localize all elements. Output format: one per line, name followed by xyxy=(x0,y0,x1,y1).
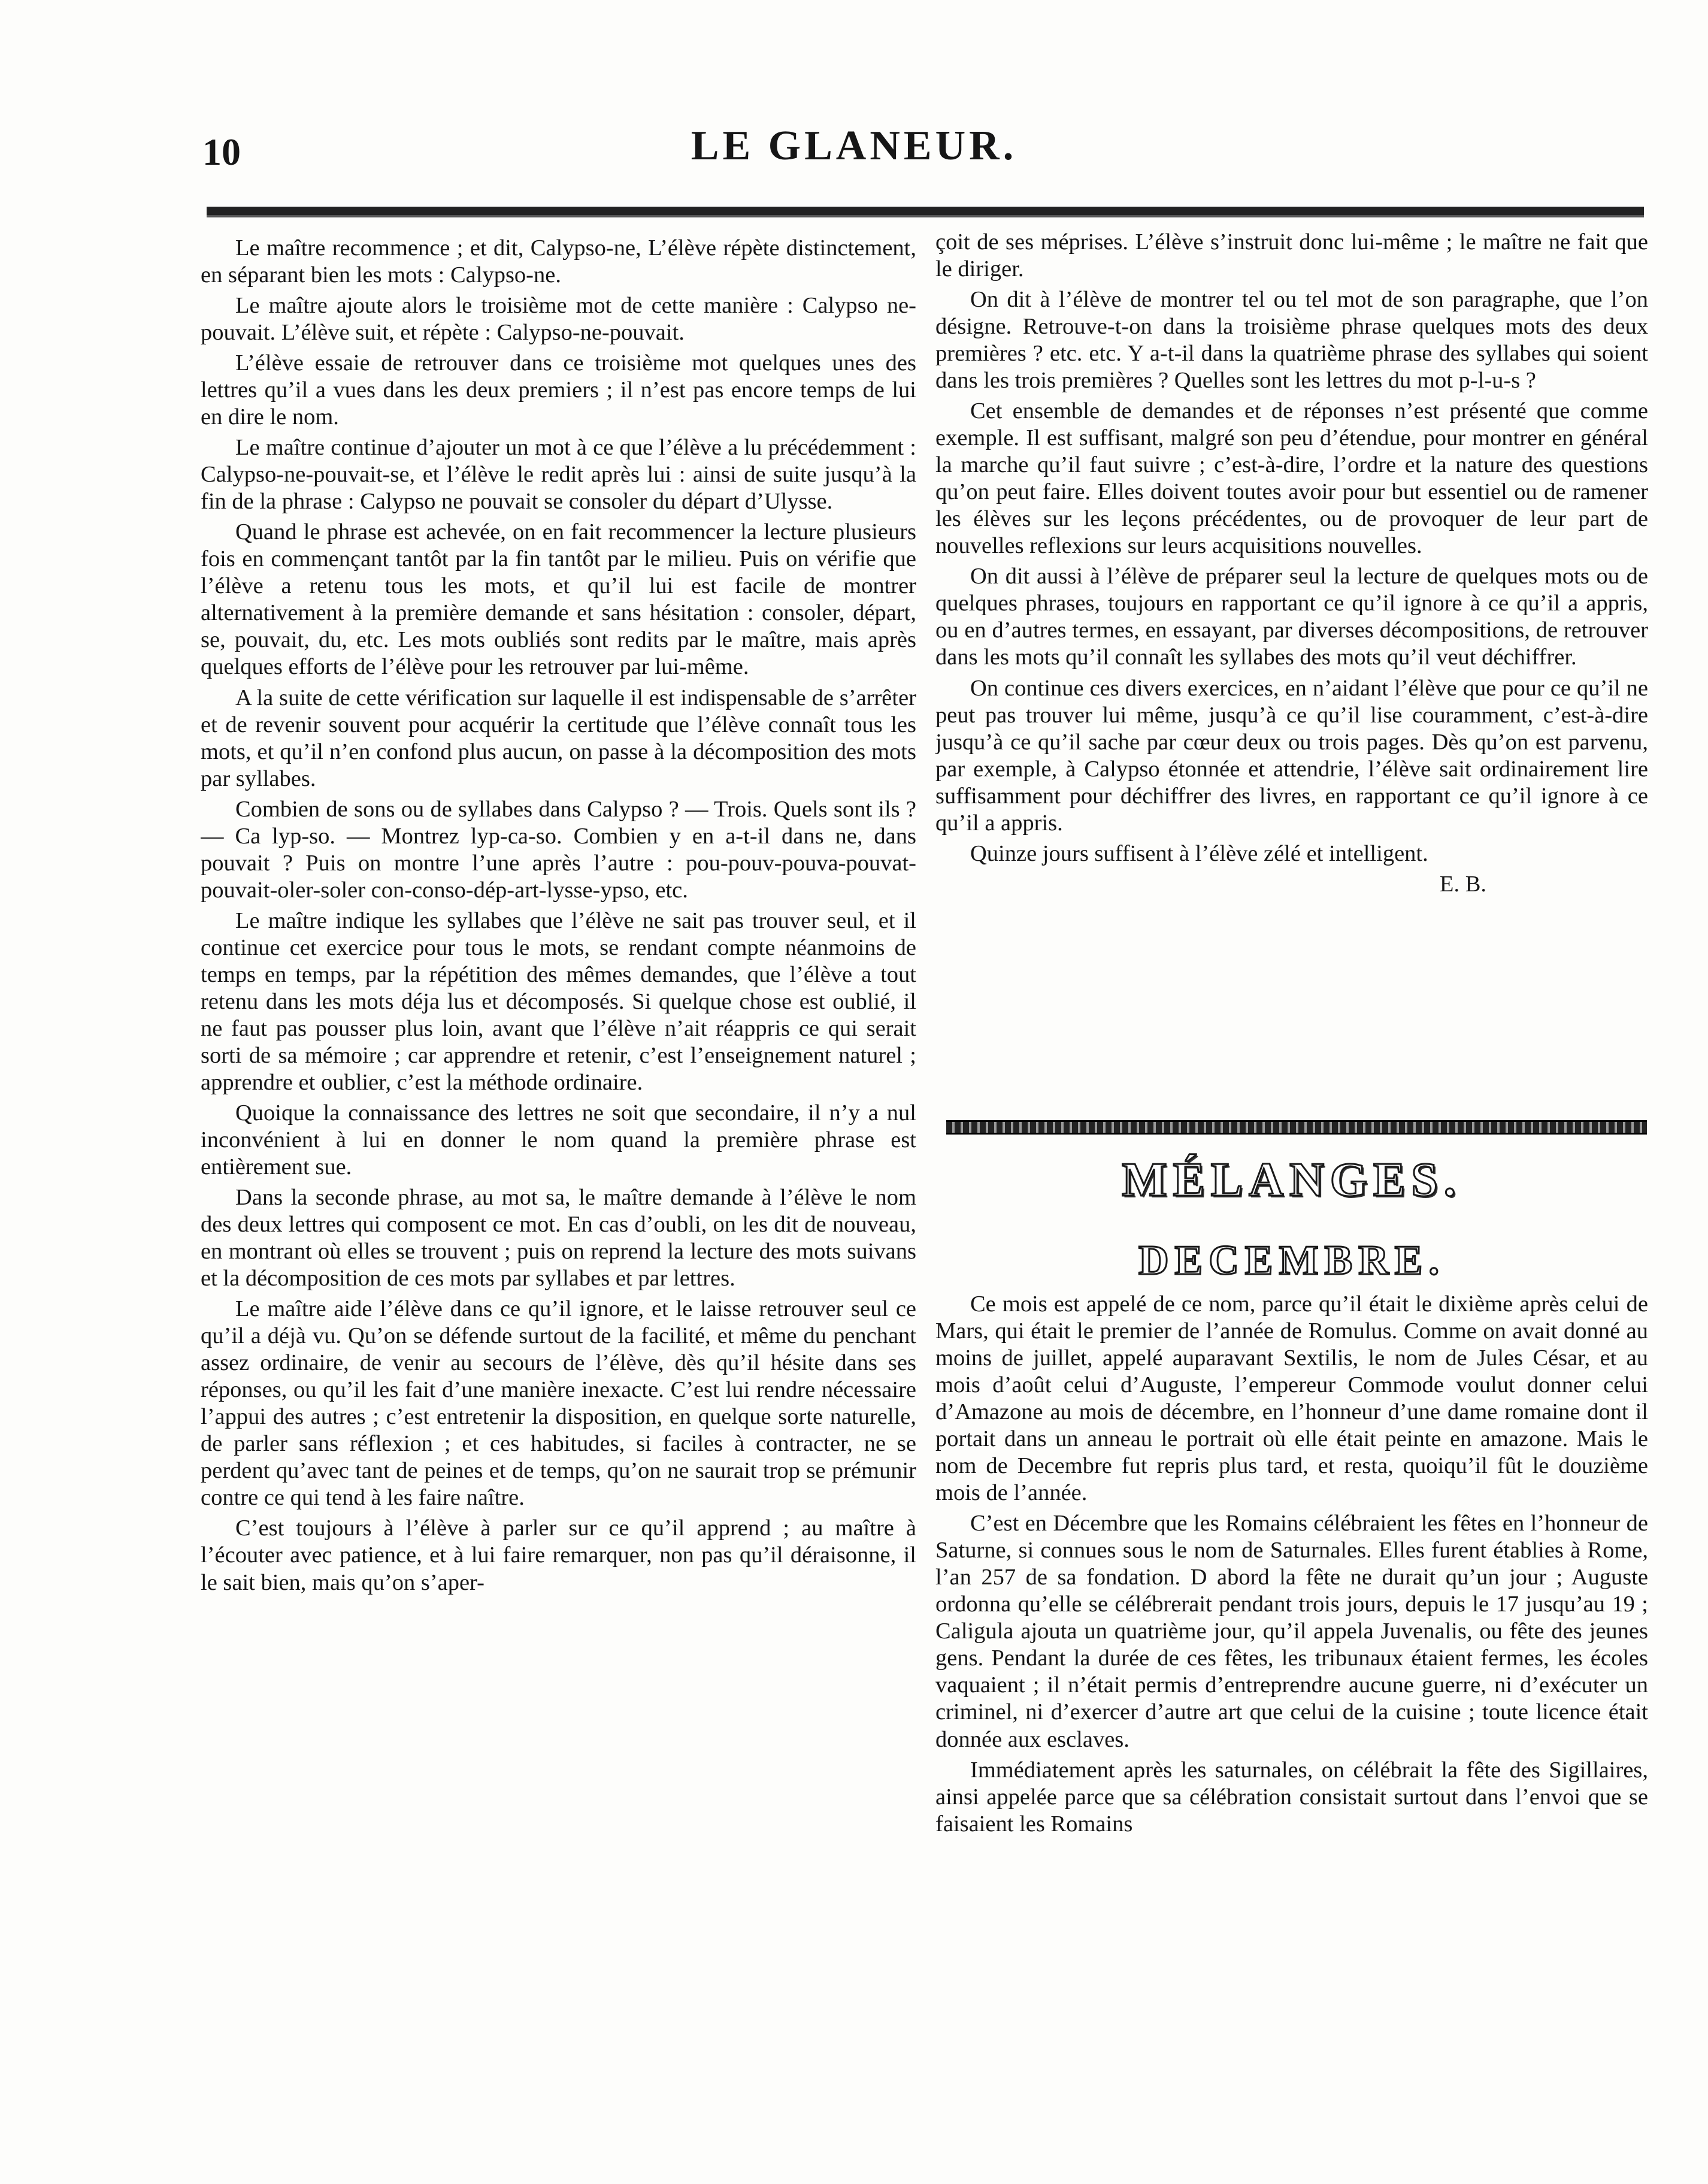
paragraph: Quinze jours suffisent à l’élève zélé et intelligent. xyxy=(970,840,1428,866)
paragraph: On dit aussi à l’élève de préparer seul la lecture de quelques mots ou de quelques phrases, toujours en rapportant ce qu’il ignore à ce qu’il a appris, ou en d’autres termes, en essayant, par diverses décompositions, de retrouver dans les mots qu’il connaît les syllabes des mots qu’il veut déchiffrer. xyxy=(935,564,1648,670)
paragraph: Immédiatement après les saturnales, on célébrait la fête des Sigillaires, ainsi appelée parce que sa célébration consistait surtout dans l’envoi que se faisaient les Romains xyxy=(935,1757,1648,1837)
paragraph: Le maître aide l’élève dans ce qu’il ignore, et le laisse retrouver seul ce qu’il a déjà vu. Qu’on se défende surtout de la facilité, et même du penchant assez ordinaire, de venir au secours de l’élève, dès qu’il hésite dans ses réponses, ou qu’il les fait d’une manière inexacte. C’est lui rendre nécessaire l’appui des autres ; c’est entretenir la disposition, en quelque sorte naturelle, de parler sans réflexion ; et ces habitudes, si faciles à contracter, ne se perdent qu’avec tant de peines et de temps, qu’on ne saurait trop se prémunir contre ce qui tend à les faire naître. xyxy=(201,1296,916,1511)
paragraph: Le maître indique les syllabes que l’élève ne sait pas trouver seul, et il continue cet exercice pour tous le mots, se rendant compte néanmoins de temps en temps, par la répétition des mêmes demandes, que l’élève a tout retenu dans les mots déja lus et décomposés. Si quelque chose est oublié, il ne faut pas pousser plus loin, avant que l’élève n’ait réappris ce qui serait sorti de sa mémoire ; car apprendre et retenir, c’est l’enseignement naturel ; apprendre et oublier, c’est la méthode ordinaire. xyxy=(201,908,916,1095)
paragraph: C’est toujours à l’élève à parler sur ce qu’il apprend ; au maître à l’écouter avec patience, et à lui faire remarquer, non pas qu’il déraisonne, il le sait bien, mais qu’on s’aper- xyxy=(201,1516,916,1595)
paragraph: On continue ces divers exercices, en n’aidant l’élève que pour ce qu’il ne peut pas trouver lui même, jusqu’à ce qu’il lise couramment, c’est-à-dire jusqu’à ce qu’il sache par cœur deux ou trois pages. Dès qu’on est parvenu, par exemple, à Calypso étonnée et attendrie, l’élève sait ordinairement lire suffisamment pour déchiffrer des livres, en rapportant ce qu’il ignore à ce qu’il a appris. xyxy=(935,675,1648,836)
paragraph: On dit à l’élève de montrer tel ou tel mot de son paragraphe, que l’on désigne. Retrouve-t-on dans la troisième phrase quelques mots des deux premières ? etc. etc. Y a-t-il dans la quatrième phrase des syllabes qui soient dans les trois premières ? Quelles sont les lettres du mot p-l-u-s ? xyxy=(935,287,1648,394)
paragraph: C’est en Décembre que les Romains célébraient les fêtes en l’honneur de Saturne, si connues sous le nom de Saturnales. Elles furent établies à Rome, l’an 257 de sa fondation. D abord la fête ne durait qu’un jour ; Auguste ordonna qu’elle se célébrerait pendant trois jours, depuis le 17 jusqu’au 19 ; Caligula ajouta un quatrième jour, qu’il appela Juvenalis, ou fête des jeunes gens. Pendant la durée de ces fêtes, les tribunaux étaient fermes, les écoles vaquaient ; il n’était permis d’entreprendre aucune guerre, ni d’exécuter un criminel, ni d’exercer d’autre art que celui de la cuisine ; toute licence était donnée aux esclaves. xyxy=(935,1511,1648,1752)
paragraph: Le maître continue d’ajouter un mot à ce que l’élève a lu précédemment : Calypso-ne-pouvait-se, et l’élève le redit après lui : ainsi de suite jusqu’à la fin de la phrase : Calypso ne pouvait se consoler du départ d’Ulysse. xyxy=(201,435,916,515)
month-title: DECEMBRE. xyxy=(1138,1238,1445,1284)
paragraph: Ce mois est appelé de ce nom, parce qu’il était le dixième après celui de Mars, qui était le premier de l’année de Romulus. Comme on avait donné au moins de juillet, appelé auparavant Sextilis, le nom de Jules César, et au mois d’août celui d’Auguste, l’empereur Commode voulut donner celui d’Amazone au mois de décembre, en l’honneur d’une dame romaine dont il portait dans un anneau le portrait où elle était peinte en amazone. Mais le nom de Decembre fut repris plus tard, et resta, quoiqu’il fût le douzième mois de l’année. xyxy=(935,1291,1648,1506)
paragraph: Quoique la connaissance des lettres ne soit que secondaire, il n’y a nul inconvénient à lui en donner le nom quand la première phrase est entièrement sue. xyxy=(201,1100,916,1180)
running-title: LE GLANEUR. xyxy=(691,123,1017,169)
section-title: MÉLANGES. xyxy=(1122,1154,1462,1206)
top-rule xyxy=(207,207,1644,217)
section-rule xyxy=(946,1120,1647,1135)
paragraph: Le maître ajoute alors le troisième mot de cette manière : Calypso ne-pouvait. L’élève suit, et répète : Calypso-ne-pouvait. xyxy=(201,293,916,346)
paragraph: L’élève essaie de retrouver dans ce troisième mot quelques unes des lettres qu’il a vues dans les deux premiers ; il n’est pas encore temps de lui en dire le nom. xyxy=(201,350,916,430)
left-column xyxy=(201,235,916,2110)
paragraph: çoit de ses méprises. L’élève s’instruit donc lui-même ; le maître ne fait que le diriger. xyxy=(935,229,1648,282)
paragraph: Quand le phrase est achevée, on en fait recommencer la lecture plusieurs fois en commençant tantôt par la fin tantôt par le milieu. Puis on vérifie que l’élève a retenu tous les mots, et qu’il lui est facile de montrer alternativement à la première demande et sans hésitation : consoler, départ, se, pouvait, du, etc. Les mots oubliés sont redits par le maître, mais après quelques efforts de l’élève pour les retrouver par lui-même. xyxy=(201,519,916,680)
paragraph: Le maître recommence ; et dit, Calypso-ne, L’élève répète distinctement, en séparant bien les mots : Calypso-ne. xyxy=(201,235,916,288)
paragraph: A la suite de cette vérification sur laquelle il est indispensable de s’arrêter et de revenir souvent pour acquérir la certitude que l’élève connaît tous les mots, et qu’il n’en confond plus aucun, on passe à la décomposition des mots par syllabes. xyxy=(201,685,916,791)
right-column-bottom xyxy=(935,1291,1648,2052)
signature: E. B. xyxy=(1439,871,1486,897)
paragraph: Combien de sons ou de syllabes dans Calypso ? — Trois. Quels sont ils ? — Ca lyp-so. — Montrez lyp-ca-so. Combien y en a-t-il dans ne, dans pouvait ? Puis on montre l’une après l’autre : pou-pouv-pouva-pouvat-pouvait-oler-soler con-conso-dép-art-lysse-ypso, etc. xyxy=(201,796,916,903)
right-column-top xyxy=(935,229,1648,1103)
paragraph: Cet ensemble de demandes et de réponses n’est présenté que comme exemple. Il est suffisant, malgré son peu d’étendue, pour montrer en général la marche qu’il faut suivre ; c’est-à-dire, l’ordre et la nature des questions qu’on peut faire. Elles doivent toutes avoir pour but essentiel ou de ramener les élèves sur les leçons précédentes, ou de provoquer de leur part de nouvelles reflexions sur leurs acquisitions nouvelles. xyxy=(935,398,1648,559)
paragraph: Dans la seconde phrase, au mot sa, le maître demande à l’élève le nom des deux lettres qui composent ce mot. En cas d’oubli, on les dit de nouveau, en montrant où elles se trouvent ; puis on reprend la lecture des mots suivans et la décomposition de ces mots par syllabes et par lettres. xyxy=(201,1185,916,1291)
page-number: 10 xyxy=(202,131,241,173)
